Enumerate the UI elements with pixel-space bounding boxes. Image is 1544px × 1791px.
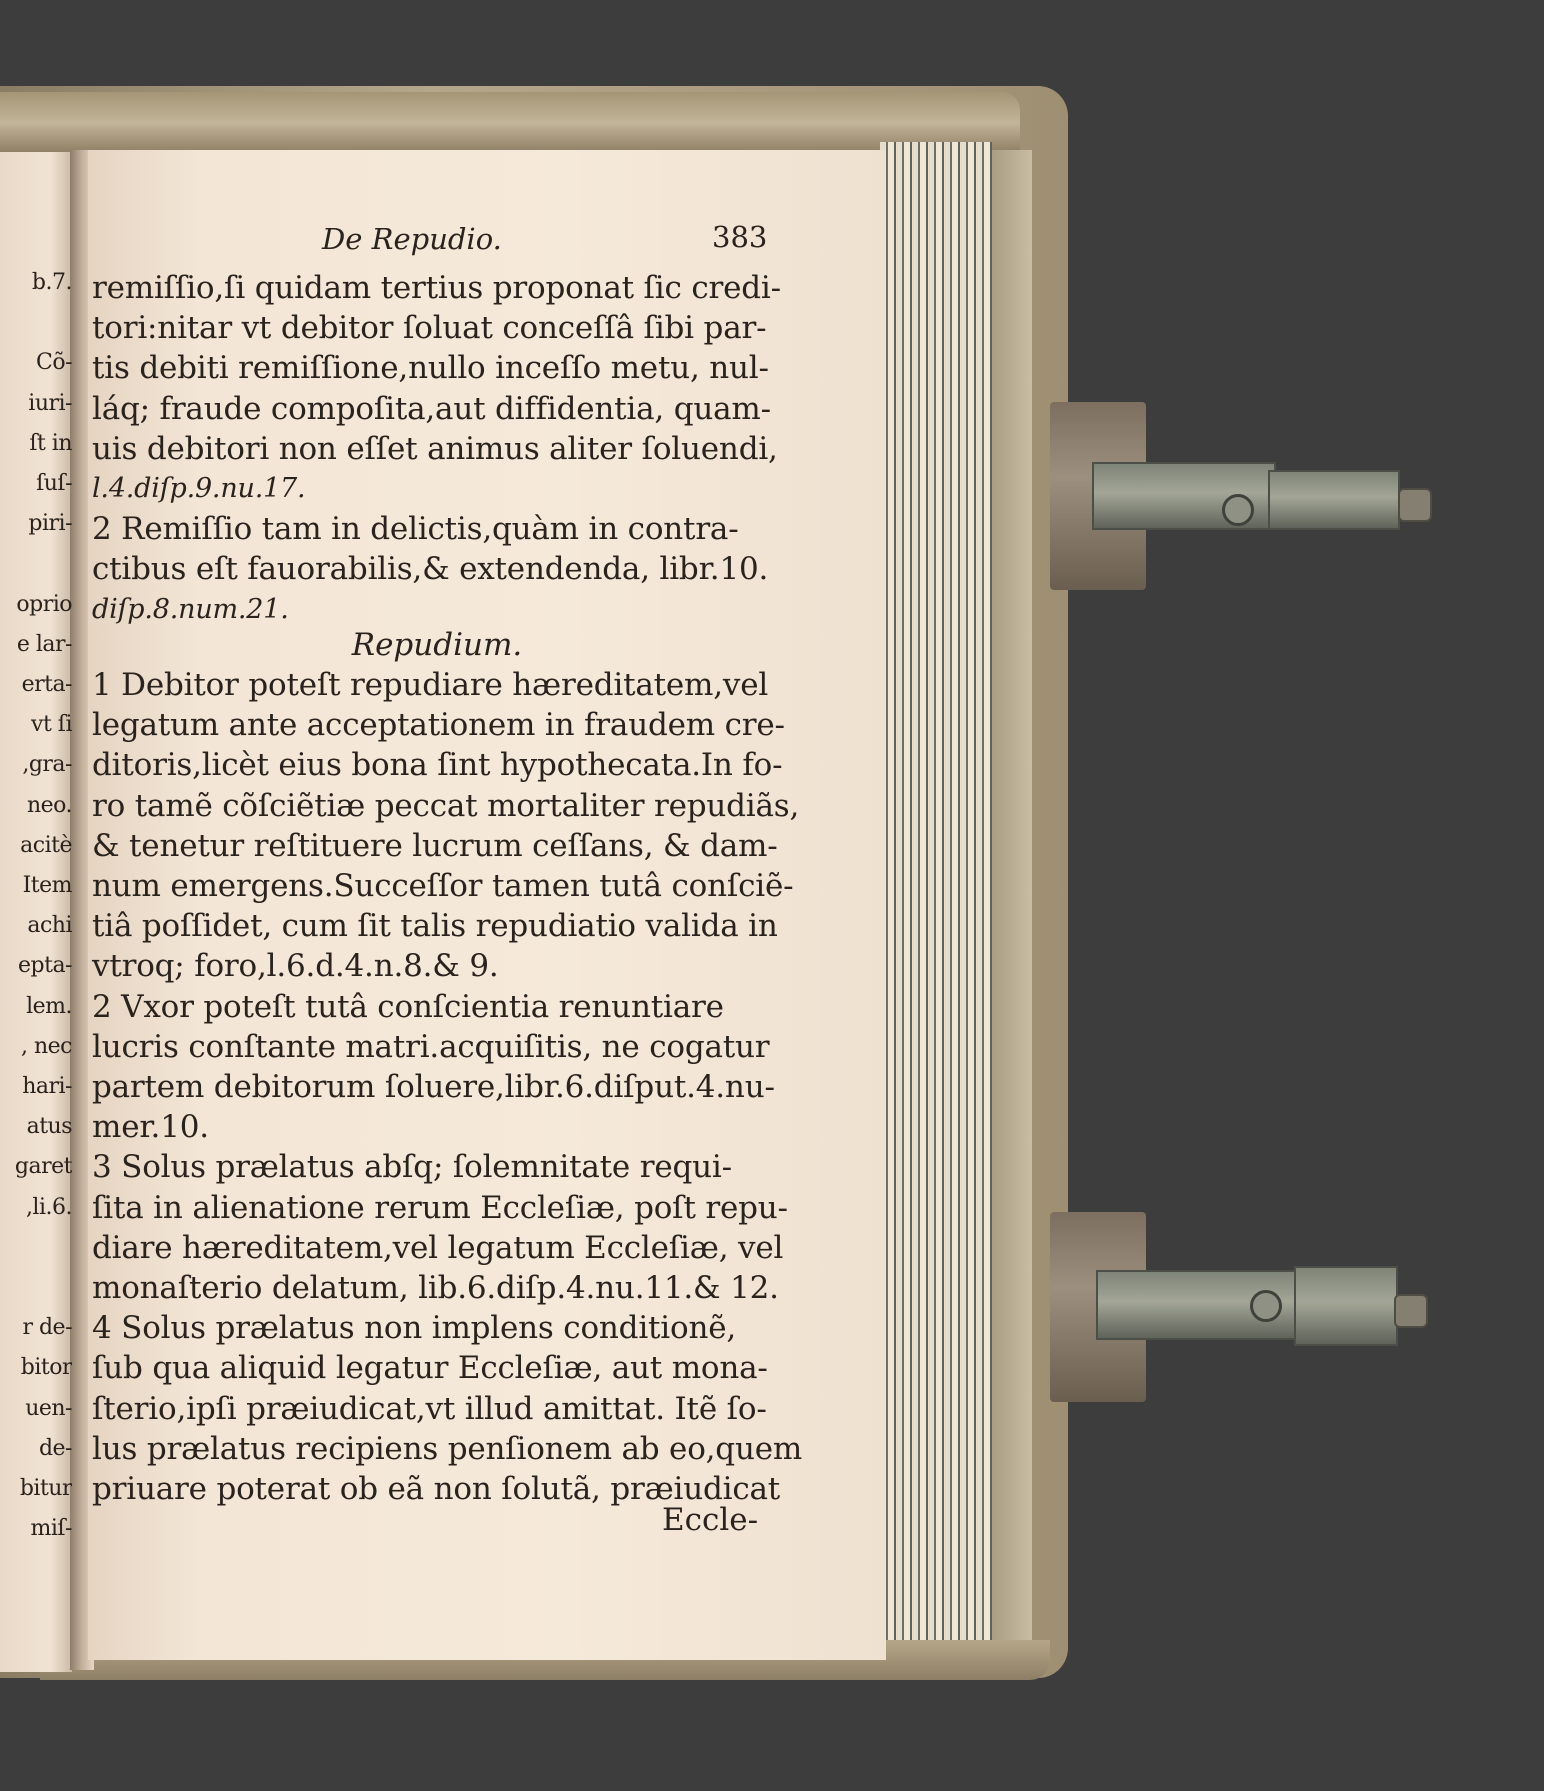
- lower-clasp-tip: [1394, 1294, 1428, 1328]
- upper-clasp-bar: [1268, 470, 1400, 530]
- margin-fragment: iuri-: [28, 390, 72, 416]
- text-line: num emergens.Succeſſor tamen tutâ conſciẽ-: [92, 868, 794, 904]
- text-line: ctibus eſt fauorabilis,& extendenda, libr.10.: [92, 551, 769, 588]
- margin-fragment: acitè: [20, 832, 72, 858]
- text-line: mer.10.: [92, 1109, 209, 1146]
- text-line: ſterio,ipſi præiudicat,vt illud amittat. Itẽ ſo-: [92, 1390, 767, 1427]
- text-line: monaſterio delatum, lib.6.diſp.4.nu.11.& 12.: [92, 1270, 779, 1306]
- text-line: priuare poterat ob eã non ſolutã, præiudicat: [92, 1471, 781, 1507]
- page-number: 383: [712, 220, 768, 254]
- section-title: Repudium.: [351, 627, 523, 663]
- margin-fragment: ,gra-: [22, 752, 72, 778]
- cover-fore-edge: [992, 150, 1032, 1660]
- text-line: tori:nitar vt debitor ſoluat conceſſâ ſibi par-: [92, 310, 767, 347]
- margin-fragment: ſuſ-: [36, 471, 72, 496]
- text-line: tiâ poſſidet, cum ſit talis repudiatio valida in: [92, 908, 778, 945]
- margin-fragment: r de-: [22, 1315, 72, 1341]
- page-block-edges: [880, 142, 992, 1662]
- text-line: tis debiti remiſſione,nullo inceſſo metu, nul-: [92, 350, 769, 387]
- text-line: partem debitorum ſoluere,libr.6.diſput.4.nu-: [92, 1069, 775, 1105]
- text-line: ſub qua aliquid legatur Eccleſiæ, aut mona-: [92, 1350, 768, 1387]
- margin-fragment: oprio: [16, 591, 72, 617]
- upper-clasp-rivet-icon: [1222, 494, 1254, 526]
- text-line: lus prælatus recipiens penſionem ab eo,quem: [92, 1430, 803, 1467]
- margin-fragment: miſ-: [30, 1516, 72, 1542]
- text-line: láq; fraude compoſita,aut diffidentia, quam-: [92, 390, 771, 427]
- margin-fragment: Item: [22, 873, 72, 898]
- margin-fragment: ,li.6.: [25, 1194, 72, 1220]
- text-line: & tenetur reſtituere lucrum ceſſans, & dam-: [92, 827, 778, 864]
- text-line: 2 Remiſſio tam in delictis,quàm in contra-: [92, 511, 739, 548]
- catchword: Eccle-: [662, 1502, 759, 1538]
- text-line: 3 Solus prælatus abſq; ſolemnitate requi-: [92, 1149, 732, 1186]
- margin-fragment: de-: [38, 1435, 72, 1461]
- text-line: 4 Solus prælatus non implens conditionẽ,: [92, 1310, 737, 1347]
- margin-fragment: bitur: [19, 1476, 72, 1501]
- margin-fragment: hari-: [22, 1074, 72, 1099]
- margin-fragment: vt ſi: [31, 712, 72, 738]
- margin-fragment: e lar-: [16, 631, 72, 657]
- text-line: diſp.8.num.21.: [92, 593, 289, 625]
- text-line: vtroq; foro,l.6.d.4.n.8.& 9.: [92, 948, 499, 985]
- margin-fragment: lem.: [26, 993, 72, 1019]
- lower-clasp-rivet-icon: [1250, 1290, 1282, 1322]
- margin-fragment: achi: [27, 913, 72, 939]
- margin-fragment: neo.: [26, 792, 72, 818]
- text-line: ſita in alienatione rerum Eccleſiæ, poſt repu-: [92, 1189, 788, 1226]
- margin-fragment: atus: [26, 1114, 72, 1140]
- margin-fragment: Cõ-: [35, 350, 72, 376]
- margin-fragment: garet: [14, 1154, 72, 1180]
- margin-fragment: bitor: [20, 1355, 72, 1381]
- margin-fragment: uen-: [25, 1395, 72, 1421]
- running-head: De Repudio.: [322, 222, 502, 256]
- text-line: 2 Vxor poteſt tutâ conſcientia renuntiare: [92, 988, 724, 1025]
- margin-fragment: b.7.: [31, 270, 72, 295]
- text-line: remiſſio,ſi quidam tertius proponat ſic credi-: [92, 270, 781, 306]
- top-board-edge: [0, 92, 1020, 154]
- lower-clasp-bar: [1294, 1266, 1398, 1346]
- upper-clasp-tip: [1398, 488, 1432, 522]
- text-line: lucris conſtante matri.acquiſitis, ne cogatur: [92, 1028, 770, 1065]
- margin-fragment: ſt in: [29, 430, 72, 456]
- margin-fragment: erta-: [21, 672, 72, 697]
- text-line: legatum ante acceptationem in fraudem cre-: [92, 707, 785, 744]
- text-line: diare hæreditatem,vel legatum Eccleſiæ, vel: [92, 1229, 784, 1266]
- text-line: ro tamẽ cõſciẽtiæ peccat mortaliter repudiãs,: [92, 787, 800, 824]
- text-line: l.4.diſp.9.nu.17.: [92, 473, 306, 504]
- margin-fragment: epta-: [18, 953, 72, 979]
- margin-fragment: , nec: [21, 1033, 72, 1059]
- text-line: 1 Debitor poteſt repudiare hæreditatem,vel: [92, 667, 769, 703]
- text-line: uis debitori non eſſet animus aliter ſoluendi,: [92, 430, 778, 467]
- text-line: ditoris,licèt eius bona ſint hypothecata.In fo-: [92, 747, 783, 784]
- margin-fragment: piri-: [28, 511, 72, 537]
